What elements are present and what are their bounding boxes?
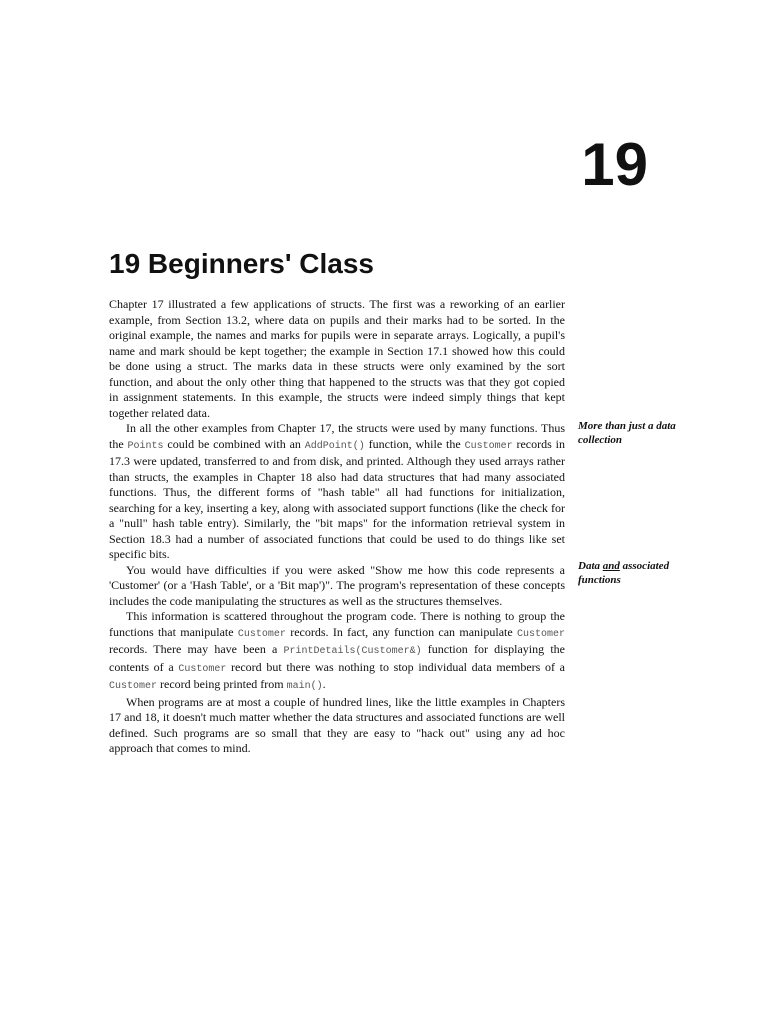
margin-note-associated-functions	[578, 560, 708, 587]
paragraph-3: You would have difficulties if you were asked "Show me how this code represents a 'Customer' (or a 'Hash Table', or a 'Bit map')". The program's representation of these concepts includes the code manipulating the structures as well as the structures themselves.	[109, 562, 565, 608]
chapter-title: 19 Beginners' Class	[109, 248, 375, 279]
paragraph-1: Chapter 17 illustrated a few applications of structs. The first was a reworking of an earlier example, from Section 13.2, where data on pupils and their marks had to be sorted. In the original example, the names and marks for pupils were in separate arrays. Logically, a pupil's name and mark should be kept together; the example in Section 17.1 showed how this could be done using a struct. The marks data in these structs were only examined by the sort function, and about the only other thing that happened to the structs was that they got copied in assignment statements. In this example, the structs were indeed simply things that kept together related data.	[109, 297, 565, 420]
text-run: .	[322, 677, 326, 691]
text-run: records in 17.3 were updated, transferred to and from disk, and printed. Although they used arrays rather than structs, the examples in Chapter 18 also had data structures that had many associated functions. Thus, the different forms of "hash table" all had functions for initialization, searching for a key, inserting a key, along with associated support functions (like the check for a "null" hash table entry). Similarly, the "bit maps" for the information retrieval system in Section 18.3 had a number of associated functions that could be used to do things like set specific bits.	[109, 436, 566, 561]
text-run: could be combined with an	[163, 436, 305, 451]
text-run: records. There may have been a	[109, 642, 284, 656]
margin-note-data-collection: More than just a data collection	[578, 420, 676, 446]
code-customer: Customer	[237, 628, 286, 640]
code-customer: Customer	[109, 681, 158, 692]
margin-note-emphasis: and	[602, 560, 620, 572]
text-run: records. In fact, any function can manipulate	[285, 624, 517, 639]
code-customer: Customer	[517, 628, 566, 640]
body-text	[109, 297, 565, 757]
code-main: main()	[286, 681, 323, 692]
code-printdetails: PrintDetails(Customer&)	[283, 646, 422, 657]
paragraph-2	[109, 421, 565, 563]
text-run: function, while the	[364, 436, 465, 451]
margin-note-text: associated functions	[578, 560, 670, 586]
chapter-number: 19	[581, 131, 648, 198]
text-run: This information is scattered throughout the program code. There is nothing to group the functions that manipulate	[109, 609, 565, 639]
text-run: record but there was nothing to stop individual data members of a	[226, 659, 565, 674]
paragraph-5: When programs are at most a couple of hundred lines, like the little examples in Chapters 17 and 18, it doesn't much matter whether the data structures and associated functions are well defined. Such programs are so small that they are easy to "hack out" using any ad hoc approach that comes to mind.	[109, 694, 565, 755]
text-run: function for displaying the contents of a	[109, 642, 565, 674]
paragraph-4	[109, 609, 565, 695]
text-run: record being printed from	[157, 677, 287, 691]
code-customer: Customer	[464, 440, 513, 452]
code-addpoint: AddPoint()	[304, 440, 365, 452]
code-customer: Customer	[178, 663, 227, 675]
text-run: In all the other examples from Chapter 17, the structs were used by many functions. Thus the	[109, 421, 565, 451]
margin-note-text: Data	[578, 560, 603, 572]
code-points: Points	[127, 440, 164, 452]
